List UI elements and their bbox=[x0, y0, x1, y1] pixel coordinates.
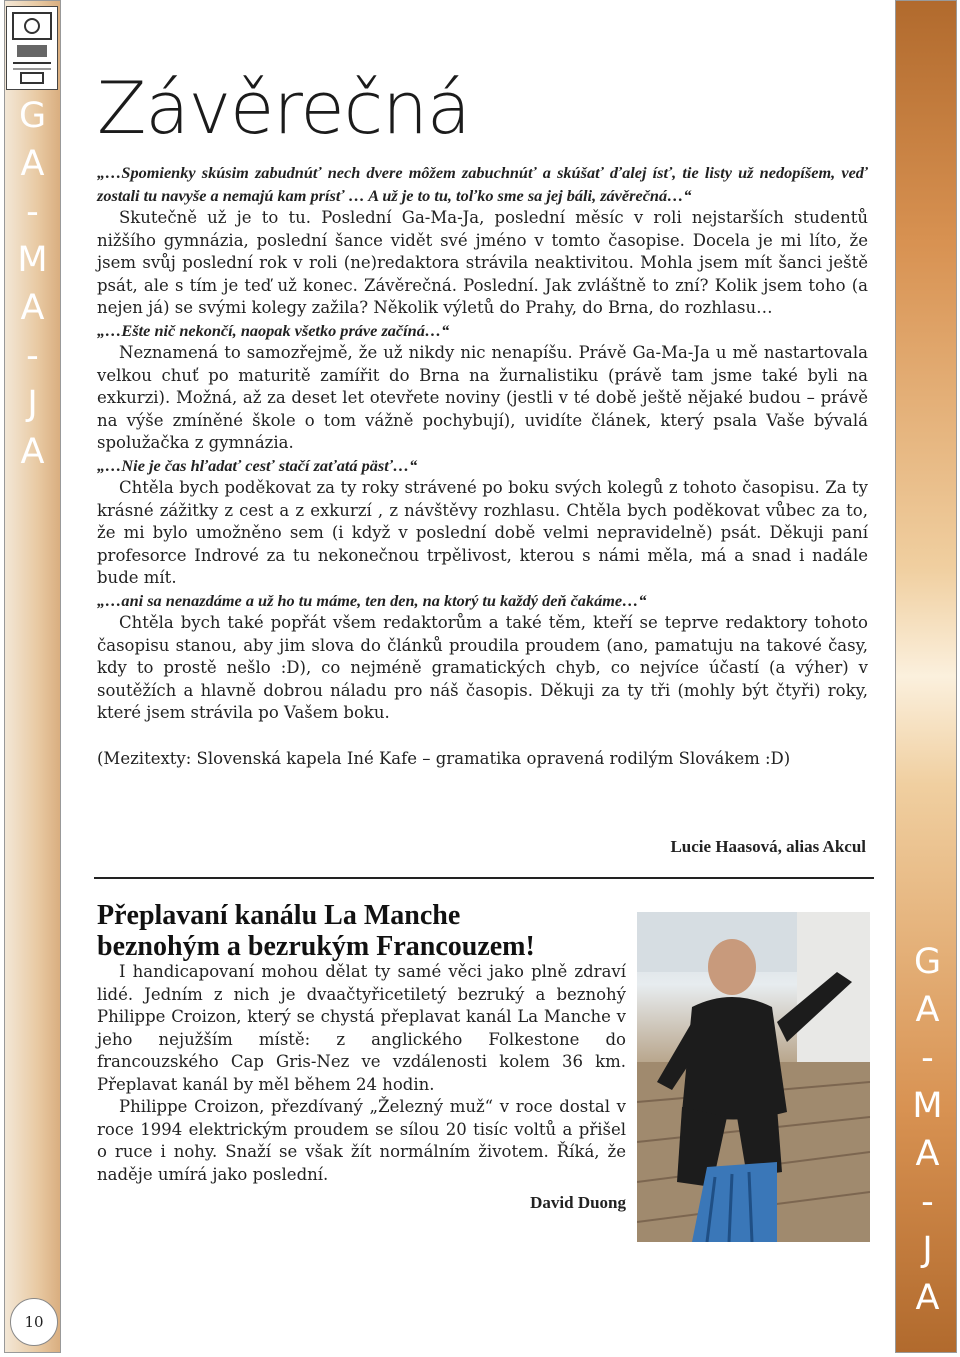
sidebar-letter: A bbox=[915, 1278, 940, 1318]
article2-author: David Duong bbox=[530, 1193, 626, 1212]
article2-paragraph-2: Philippe Croizon, přezdívaný „Železný muž“ v roce dostal v roce 1994 elektrickým proudem se sílou 20 tisíc voltů a přišel o ruce i nohy. Snaží se však žít normálním životem. Říká, že naděje umírá jako poslední. bbox=[97, 1097, 626, 1184]
magazine-logo bbox=[6, 6, 58, 90]
sidebar-letter: - bbox=[921, 1182, 934, 1222]
sidebar-letter: A bbox=[915, 1134, 940, 1174]
article2-paragraph-1: I handicapovaní mohou dělat ty samé věci jako plně zdraví lidé. Jedním z nich je dvaačtyřicetiletý bezruký a beznohý Philippe Croizon, který se chystá přeplavat kanál La Manche v jeho nejužším místě: z anglického Folkestone do francouzského Cap Gris-Nez ve vzdálenosti kolem 36 km. Přeplavat kanál by měl během 24 hodin. bbox=[97, 962, 626, 1094]
second-article bbox=[97, 961, 626, 1186]
swimmer-photo bbox=[637, 912, 870, 1242]
paragraph-4: Chtěla bych také popřát všem redaktorům a také těm, kteří se teprve redaktory tohoto časopisu stanou, aby jim slova do článků proudila proudem (ano, pamatuju na takové časy, kdy to prostě nešlo :D), co nejméně gramatických chyb, co nejvíce účastí (a výher) v soutěžích a hlavně dobrou náladu pro náš časopis. Děkuji za ty tři (mohly být čtyři) roky, které jsem strávila po Vašem boku. bbox=[97, 613, 868, 722]
paragraph-1: Skutečně už je to tu. Poslední Ga-Ma-Ja, poslední měsíc v roli nejstarších studentů nižšího gymnázia, poslední šance vidět své jméno v tomto časopise. Docela je mi líto, že jsem svůj poslední rok v roli (ne)redaktora strávila neaktivitou. Mohla jsem mít šanci ještě psát, ale s tím je teď už konec. Závěrečná. Poslední. Jak zvláštně to zní? Kolik jsem toho (a nejen já) se svými kolegy zažila? Několik výletů do Prahy, do Brna, do rozhlasu… bbox=[97, 208, 868, 317]
quote-3: „…Nie je čas hľadať cesť stačí zaťatá päsť…“ bbox=[97, 455, 418, 475]
article2-title-line1: Přeplavaní kanálu La Manche bbox=[97, 900, 461, 931]
article2-title-line2: beznohým a bezrukým Francouzem! bbox=[97, 931, 535, 962]
main-article bbox=[97, 162, 868, 770]
paragraph-2: Neznamená to samozřejmě, že už nikdy nic nenapíšu. Právě Ga-Ma-Ja u mě nastartovala velkou chuť po maturitě zamířit do Brna na žurnalistiku (právě tam jsme také byli na exkurzi). Možná, až za deset let otevřete noviny (jestli v té době ještě nějaké budou – právě na výše zmíněné škole o tom vážně pochybují), uvidíte článek, který psala Vaše bývalá spolužačka z gymnázia. bbox=[97, 343, 868, 452]
page-number: 10 bbox=[10, 1298, 58, 1346]
sidebar-letter: M bbox=[912, 1086, 943, 1126]
sidebar-letter: G bbox=[18, 96, 47, 136]
sidebar-letter: - bbox=[26, 336, 39, 376]
sidebar-letter: - bbox=[26, 192, 39, 232]
right-vertical-letters bbox=[899, 938, 956, 1322]
page-title: Závěrečná bbox=[97, 66, 471, 150]
paragraph-3: Chtěla bych poděkovat za ty roky strávené po boku svých kolegů z tohoto časopisu. Za ty krásné zážitky z cest a z exkurzí , z návštěvy rozhlasu. Chtěla bych poděkovat vůbec za to, že mi bylo umožněno sem (i když v poslední době velmi nepravidelně) psát. Děkuji paní profesorce Indrové za tu nekonečnou trpělivost, kterou s námi měla, má a snad i nadále bude mít. bbox=[97, 478, 868, 587]
quote-4: „…ani sa nenazdáme a už ho tu máme, ten den, na ktorý tu každý deň čakáme…“ bbox=[97, 590, 647, 610]
left-vertical-letters bbox=[4, 92, 61, 476]
divider bbox=[94, 877, 874, 879]
sidebar-letter: - bbox=[921, 1038, 934, 1078]
quote-1: „…Spomienky skúsim zabudnúť nech dvere môžem zabuchnúť a skúšať ďalej ísť, tie listy už nedopíšem, veď zostali tu navyše a nemajú kam prísť … A už je to tu, toľko sme sa jej báli, závěrečná…“ bbox=[97, 163, 868, 205]
quote-2: „…Ešte nič nekončí, naopak všetko práve začíná…“ bbox=[97, 320, 450, 340]
sidebar-letter: A bbox=[915, 990, 940, 1030]
sidebar-letter: M bbox=[17, 240, 48, 280]
sidebar-letter: A bbox=[20, 432, 45, 472]
article-author: Lucie Haasová, alias Akcul bbox=[670, 837, 866, 856]
sidebar-letter: A bbox=[20, 144, 45, 184]
sidebar-letter: A bbox=[20, 288, 45, 328]
article2-title bbox=[97, 900, 535, 962]
sidebar-letter: J bbox=[922, 1230, 933, 1270]
sidebar-letter: J bbox=[27, 384, 38, 424]
sidebar-letter: G bbox=[913, 942, 942, 982]
note: (Mezitexty: Slovenská kapela Iné Kafe – gramatika opravená rodilým Slovákem :D) bbox=[97, 748, 791, 768]
